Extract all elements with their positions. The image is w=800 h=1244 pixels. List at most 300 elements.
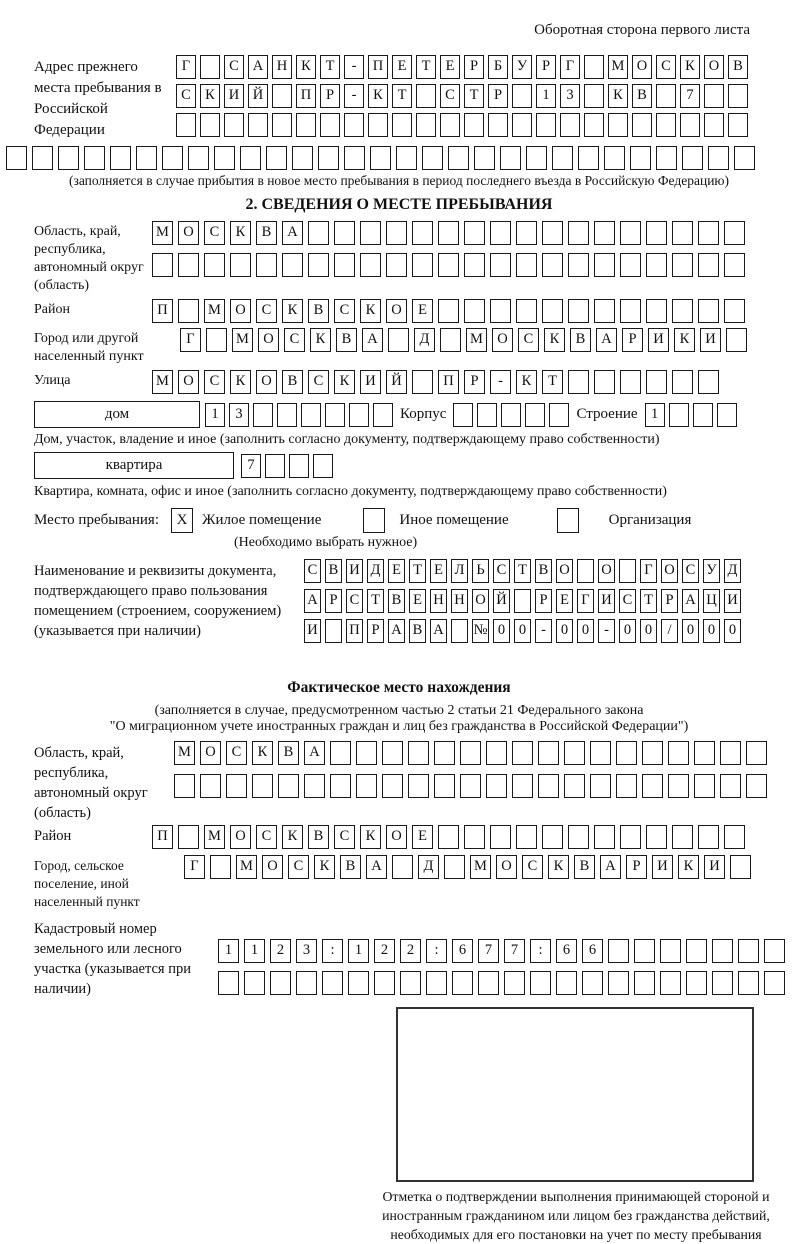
char-cell	[704, 84, 724, 108]
char-cell	[84, 146, 105, 170]
char-cell	[556, 971, 577, 995]
prev-address-label: Адрес прежнего места пребывания в Российской Федерации	[34, 59, 162, 138]
actual-region-label: Область, край, республика, автономный округ (область)	[34, 745, 148, 821]
char-cell: Т	[514, 559, 531, 583]
char-cell: О	[472, 589, 489, 613]
char-cell	[356, 774, 377, 798]
char-cell: С	[440, 84, 460, 108]
char-cell	[698, 825, 719, 849]
char-cell	[698, 299, 719, 323]
char-cell: С	[656, 55, 676, 79]
char-cell	[608, 939, 629, 963]
char-cell	[488, 113, 508, 137]
char-cell: 0	[640, 619, 657, 643]
char-cell: С	[619, 589, 636, 613]
char-cell	[686, 939, 707, 963]
char-cell: М	[174, 741, 195, 765]
char-cell	[516, 221, 537, 245]
char-cell	[620, 370, 641, 394]
document-row-2	[304, 589, 741, 613]
char-cell: Д	[724, 559, 741, 583]
char-cell: В	[728, 55, 748, 79]
char-cell: И	[700, 328, 721, 352]
actual-district-field	[34, 825, 764, 849]
char-cell	[542, 299, 563, 323]
char-cell	[252, 774, 273, 798]
char-cell	[501, 403, 521, 427]
char-cell	[200, 55, 220, 79]
char-cell: В	[278, 741, 299, 765]
stay-type-label: Место пребывания:	[34, 512, 159, 528]
char-cell: Г	[180, 328, 201, 352]
char-cell	[230, 253, 251, 277]
char-cell	[360, 221, 381, 245]
char-cell	[486, 774, 507, 798]
char-cell: 0	[703, 619, 720, 643]
char-cell: К	[360, 825, 381, 849]
char-cell: В	[535, 559, 552, 583]
char-cell	[282, 253, 303, 277]
char-cell	[408, 774, 429, 798]
stay-type-note: (Необходимо выбрать нужное)	[234, 535, 418, 550]
char-cell: О	[386, 825, 407, 849]
char-cell: М	[204, 825, 225, 849]
char-cell: Е	[412, 299, 433, 323]
char-cell	[728, 84, 748, 108]
char-cell: Р	[320, 84, 340, 108]
char-cell	[724, 299, 745, 323]
char-cell: Т	[409, 559, 426, 583]
char-cell	[178, 299, 199, 323]
char-cell	[373, 403, 393, 427]
char-cell	[330, 741, 351, 765]
char-cell	[682, 146, 703, 170]
document-row-3	[304, 619, 741, 643]
prev-address-note: (заполняется в случае прибытия в новое место пребывания в период последнего въезда в Российскую Федерацию)	[68, 173, 730, 188]
char-cell	[226, 774, 247, 798]
apartment-row	[34, 452, 764, 479]
char-cell	[32, 146, 53, 170]
char-cell: А	[362, 328, 383, 352]
char-cell	[646, 370, 667, 394]
char-cell	[660, 939, 681, 963]
char-cell	[568, 299, 589, 323]
char-cell: М	[152, 370, 173, 394]
region-label: Область, край, республика, автономный округ (область)	[34, 224, 144, 293]
char-cell: :	[322, 939, 343, 963]
char-cell: К	[230, 221, 251, 245]
char-cell	[210, 855, 231, 879]
char-cell	[734, 146, 755, 170]
char-cell	[672, 221, 693, 245]
char-cell	[464, 221, 485, 245]
actual-city-field	[34, 855, 764, 911]
char-cell	[438, 825, 459, 849]
char-cell	[490, 825, 511, 849]
char-cell	[325, 619, 342, 643]
char-cell: 7	[680, 84, 700, 108]
stamp-box	[396, 1007, 754, 1182]
char-cell	[392, 113, 412, 137]
char-cell: -	[344, 84, 364, 108]
char-cell: К	[680, 55, 700, 79]
char-cell	[386, 253, 407, 277]
char-cell: :	[426, 939, 447, 963]
char-cell	[764, 939, 785, 963]
char-cell	[486, 741, 507, 765]
char-cell	[344, 146, 365, 170]
char-cell	[382, 774, 403, 798]
char-cell	[256, 253, 277, 277]
char-cell	[708, 146, 729, 170]
char-cell	[162, 146, 183, 170]
char-cell: Т	[392, 84, 412, 108]
char-cell: 7	[478, 939, 499, 963]
char-cell: С	[346, 589, 363, 613]
char-cell: Т	[416, 55, 436, 79]
char-cell	[525, 403, 545, 427]
char-cell	[594, 253, 615, 277]
char-cell: К	[334, 370, 355, 394]
char-cell: Е	[430, 559, 447, 583]
char-cell: Г	[176, 55, 196, 79]
char-cell	[694, 774, 715, 798]
char-cell	[660, 971, 681, 995]
char-cell: /	[661, 619, 678, 643]
char-cell: 3	[560, 84, 580, 108]
char-cell: 1	[244, 939, 265, 963]
char-cell	[344, 113, 364, 137]
char-cell: П	[296, 84, 316, 108]
char-cell	[738, 971, 759, 995]
char-cell: О	[262, 855, 283, 879]
char-cell: 6	[452, 939, 473, 963]
char-cell	[224, 113, 244, 137]
char-cell	[374, 971, 395, 995]
cadastral-field	[34, 917, 764, 999]
char-cell: И	[724, 589, 741, 613]
char-cell: С	[204, 370, 225, 394]
char-cell: А	[430, 619, 447, 643]
char-cell: С	[334, 299, 355, 323]
char-cell: О	[704, 55, 724, 79]
char-cell: И	[648, 328, 669, 352]
char-cell	[584, 55, 604, 79]
char-cell: Л	[451, 559, 468, 583]
char-cell: М	[608, 55, 628, 79]
char-cell	[630, 146, 651, 170]
prev-address-row-1	[176, 55, 748, 79]
char-cell	[634, 971, 655, 995]
stay-option-residential-checkbox: X	[171, 508, 193, 533]
char-cell	[382, 741, 403, 765]
char-cell	[604, 146, 625, 170]
char-cell	[416, 113, 436, 137]
char-cell: 0	[724, 619, 741, 643]
char-cell	[388, 328, 409, 352]
char-cell: В	[282, 370, 303, 394]
char-cell: А	[366, 855, 387, 879]
char-cell	[296, 971, 317, 995]
char-cell: 2	[400, 939, 421, 963]
char-cell	[204, 253, 225, 277]
document-label: Наименование и реквизиты документа, подтверждающего право пользования помещением (строением, сооружением) (указывается при наличии)	[34, 563, 282, 639]
actual-location-note-2: "О миграционном учете иностранных граждан и лиц без гражданства в Российской Федерации")	[109, 719, 689, 734]
char-cell	[325, 403, 345, 427]
document-row-1	[304, 559, 741, 583]
stamp-caption: Отметка о подтверждении выполнения принимающей стороной и иностранным гражданином или лицом без гражданства действий, необходимых для его постановки на учет по месту пребывания	[382, 1189, 770, 1242]
char-cell	[686, 971, 707, 995]
char-cell	[434, 774, 455, 798]
char-cell	[320, 113, 340, 137]
char-cell: Е	[388, 559, 405, 583]
char-cell	[318, 146, 339, 170]
char-cell	[296, 113, 316, 137]
char-cell	[178, 253, 199, 277]
char-cell: С	[256, 299, 277, 323]
char-cell	[452, 971, 473, 995]
char-cell: К	[608, 84, 628, 108]
char-cell	[474, 146, 495, 170]
char-cell: К	[282, 825, 303, 849]
char-cell: О	[386, 299, 407, 323]
char-cell	[370, 146, 391, 170]
char-cell: В	[325, 559, 342, 583]
char-cell: :	[530, 939, 551, 963]
char-cell: М	[236, 855, 257, 879]
char-cell: Р	[622, 328, 643, 352]
char-cell: А	[304, 741, 325, 765]
char-cell	[440, 113, 460, 137]
prev-address-row-2	[176, 84, 748, 108]
char-cell	[620, 825, 641, 849]
char-cell	[490, 221, 511, 245]
char-cell	[594, 221, 615, 245]
char-cell: С	[226, 741, 247, 765]
char-cell: Й	[493, 589, 510, 613]
char-cell	[668, 741, 689, 765]
char-cell	[616, 741, 637, 765]
char-cell: Р	[626, 855, 647, 879]
header-note: Оборотная сторона первого листа	[534, 22, 750, 38]
char-cell: О	[258, 328, 279, 352]
char-cell	[334, 221, 355, 245]
char-cell	[448, 146, 469, 170]
char-cell: П	[368, 55, 388, 79]
char-cell	[200, 774, 221, 798]
char-cell	[672, 825, 693, 849]
char-cell	[594, 370, 615, 394]
cadastral-row-1	[218, 939, 785, 963]
char-cell	[277, 403, 297, 427]
char-cell	[516, 825, 537, 849]
char-cell: Р	[325, 589, 342, 613]
char-cell: П	[152, 825, 173, 849]
section2-title: 2. СВЕДЕНИЯ О МЕСТЕ ПРЕБЫВАНИЯ	[245, 196, 553, 213]
char-cell	[594, 299, 615, 323]
char-cell	[672, 299, 693, 323]
char-cell: А	[682, 589, 699, 613]
char-cell: 1	[348, 939, 369, 963]
char-cell: 0	[577, 619, 594, 643]
char-cell	[698, 370, 719, 394]
char-cell	[694, 741, 715, 765]
char-cell: О	[492, 328, 513, 352]
char-cell	[460, 774, 481, 798]
char-cell: Д	[418, 855, 439, 879]
char-cell: Н	[272, 55, 292, 79]
char-cell: О	[178, 221, 199, 245]
stroenie-label: Строение	[576, 406, 638, 422]
char-cell: Р	[536, 55, 556, 79]
char-cell	[512, 84, 532, 108]
actual-city-label: Город, сельское поселение, иной населенный пункт	[34, 858, 140, 909]
char-cell	[440, 328, 461, 352]
char-cell: В	[570, 328, 591, 352]
char-cell	[444, 855, 465, 879]
char-cell	[724, 221, 745, 245]
cadastral-label: Кадастровый номер земельного или лесного участка (указывается при наличии)	[34, 921, 191, 997]
char-cell: Т	[320, 55, 340, 79]
region-row-2	[152, 253, 745, 277]
char-cell: 2	[270, 939, 291, 963]
stay-option-organization-checkbox	[557, 508, 579, 533]
char-cell: 3	[296, 939, 317, 963]
house-row	[34, 401, 764, 428]
char-cell: О	[496, 855, 517, 879]
char-cell: Н	[430, 589, 447, 613]
char-cell	[552, 146, 573, 170]
char-cell	[728, 113, 748, 137]
char-cell: -	[344, 55, 364, 79]
char-cell: П	[152, 299, 173, 323]
apartment-note: Квартира, комната, офис и иное (заполнить согласно документу, подтверждающему право собственности)	[34, 484, 667, 499]
char-cell: М	[466, 328, 487, 352]
char-cell	[608, 971, 629, 995]
char-cell	[426, 971, 447, 995]
char-cell: П	[438, 370, 459, 394]
char-cell	[308, 221, 329, 245]
district-field	[34, 299, 764, 323]
char-cell	[504, 971, 525, 995]
char-cell	[464, 253, 485, 277]
char-cell	[478, 971, 499, 995]
stay-option-residential-label: Жилое помещение	[202, 512, 322, 528]
char-cell	[500, 146, 521, 170]
char-cell	[512, 774, 533, 798]
char-cell	[646, 299, 667, 323]
char-cell	[422, 146, 443, 170]
char-cell: 2	[374, 939, 395, 963]
char-cell: Г	[560, 55, 580, 79]
char-cell	[634, 939, 655, 963]
char-cell	[451, 619, 468, 643]
prev-address-row-4	[6, 146, 764, 170]
char-cell	[412, 221, 433, 245]
char-cell	[460, 741, 481, 765]
char-cell	[656, 146, 677, 170]
char-cell	[272, 84, 292, 108]
char-cell: С	[518, 328, 539, 352]
char-cell	[764, 971, 785, 995]
char-cell	[330, 774, 351, 798]
cadastral-row-2	[218, 971, 785, 995]
region-field	[34, 221, 764, 297]
char-cell: С	[304, 559, 321, 583]
char-cell: К	[282, 299, 303, 323]
char-cell	[642, 741, 663, 765]
char-cell: И	[360, 370, 381, 394]
char-cell	[244, 971, 265, 995]
char-cell	[730, 855, 751, 879]
char-cell	[6, 146, 27, 170]
char-cell	[348, 971, 369, 995]
street-field	[34, 370, 764, 394]
char-cell: А	[596, 328, 617, 352]
char-cell: Р	[464, 370, 485, 394]
char-cell: Е	[412, 825, 433, 849]
char-cell: К	[314, 855, 335, 879]
char-cell: К	[360, 299, 381, 323]
house-note: Дом, участок, владение и иное (заполнить согласно документу, подтверждающему право собственности)	[34, 432, 660, 447]
char-cell: Т	[367, 589, 384, 613]
char-cell: К	[200, 84, 220, 108]
char-cell	[408, 741, 429, 765]
char-cell	[564, 774, 585, 798]
char-cell	[620, 299, 641, 323]
char-cell: К	[678, 855, 699, 879]
char-cell	[464, 299, 485, 323]
char-cell	[206, 328, 227, 352]
char-cell	[584, 113, 604, 137]
char-cell	[176, 113, 196, 137]
district-row	[152, 299, 745, 323]
char-cell	[568, 825, 589, 849]
char-cell	[58, 146, 79, 170]
city-field	[34, 328, 764, 366]
char-cell: 3	[229, 403, 249, 427]
char-cell: Р	[367, 619, 384, 643]
apartment-box: квартира	[34, 452, 234, 479]
char-cell	[266, 146, 287, 170]
char-cell: 7	[504, 939, 525, 963]
char-cell: 1	[218, 939, 239, 963]
char-cell	[656, 84, 676, 108]
char-cell	[646, 221, 667, 245]
char-cell: 0	[556, 619, 573, 643]
char-cell	[289, 454, 309, 478]
char-cell: 6	[556, 939, 577, 963]
char-cell	[584, 84, 604, 108]
char-cell	[693, 403, 713, 427]
char-cell: В	[308, 825, 329, 849]
char-cell: Е	[556, 589, 573, 613]
char-cell: М	[152, 221, 173, 245]
char-cell: С	[288, 855, 309, 879]
char-cell: К	[230, 370, 251, 394]
char-cell: Н	[451, 589, 468, 613]
char-cell	[392, 855, 413, 879]
char-cell: С	[284, 328, 305, 352]
char-cell	[577, 559, 594, 583]
char-cell: О	[661, 559, 678, 583]
apartment-cells	[241, 454, 333, 478]
char-cell	[620, 221, 641, 245]
char-cell: А	[248, 55, 268, 79]
char-cell: О	[178, 370, 199, 394]
char-cell: И	[224, 84, 244, 108]
char-cell: К	[310, 328, 331, 352]
